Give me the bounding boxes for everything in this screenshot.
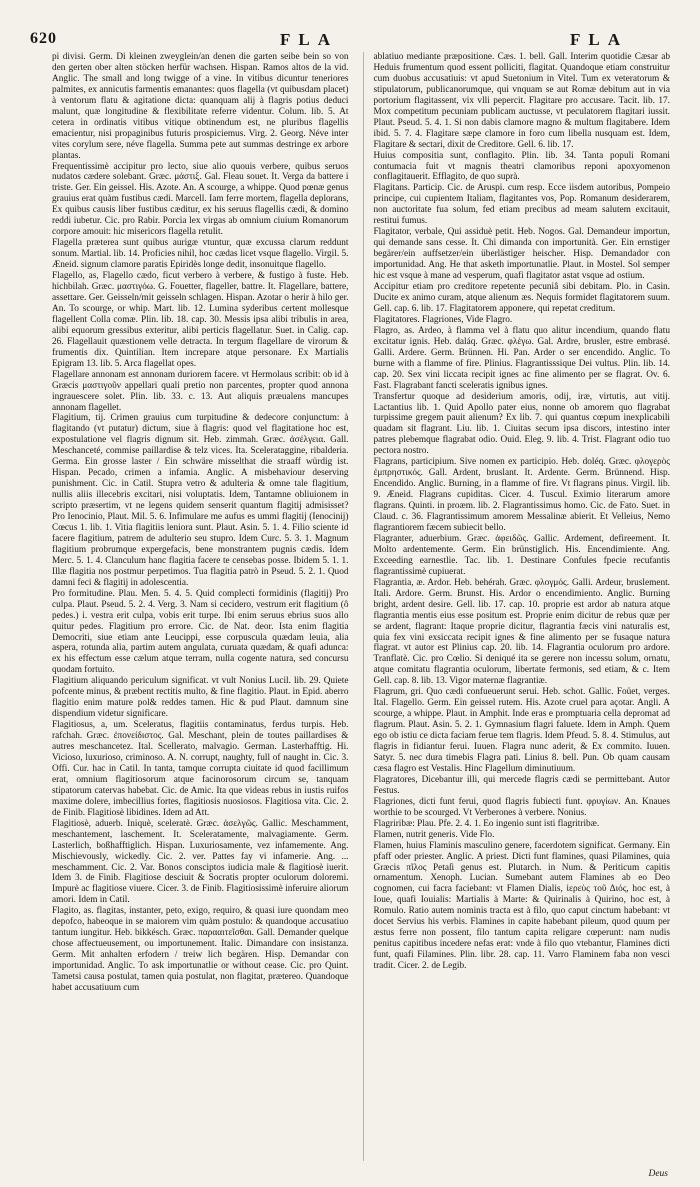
left-entry: Flagitium aliquando periculum significat. vt vult Nonius Lucil. lib. 29. Quiete pofcente minus, & præbent rectitis multo, & fine flagitio. Plaut. in Epid. aberro flagitio enim mature pol& reddes tamen. Hic & pud Plaut. damnum sine dispendium videtur significare. bbox=[52, 676, 349, 720]
left-entry: Flagitiosè, aduerb. Iniquè, sceleratè. Græc. ἀσελγῶς. Gallic. Meschamment, meschantement, laschement. It. Sceleratamente, malvagiamente. Germ. Lasterlich, boßhafftiglich. Hispan. Luxuriosamente, vez infamemente. Ang. Mischievously, wickedly. Cic. 2. ver. Pattes fay vi infamerie. Ang. ... meschamment. Cic. 2. Var. Bonos consciptos iudicia male & flagitiosè iuerit. Idem 3. de Finib. Flagitiose desciuit & Socratis propter oculorum doloremi. Impurè ac flagitiose viuere. Cicer. 3. de Finib. Flagitiosissimè inferuire aliorum amori. Idem in Catil. bbox=[52, 818, 349, 906]
right-entry: Accipitur etiam pro creditore repetente pecuniâ sibi debitam. Plo. in Casin. Ducite ex animo curam, atque alienum æs. Nequis formidet flagitatorem suum. Gell. cap. 6. lib. 17. Flagitatorem apponere, qui repetat creditum. bbox=[373, 282, 670, 314]
right-entry: Huius compositia sunt, conflagito. Plin. lib. 34. Tanta populi Romani contumacia fuit vt magnis theatri clamoribus reponi apoxyomenon conflagitauerit. Efflagito, de quo suprà. bbox=[373, 150, 670, 183]
left-entry: Pro formitudine. Plau. Men. 5. 4. 5. Quid complecti formidinis (flagitij) Pro culpa. Plaut. Pseud. 5. 2. 4. Verg. 3. Nam si cecidero, vestrum erit flagitium (ô pedes.) i. vestra erit culpa, vobis erit turpe. Ibi enim seruus ebrius suos allo quitur pedes. Flagitium pro errore. Cic. de Nat. deor. Ista enim flagitia Democriti, siue etiam ante Leucippi, esse corpuscula quædam leuia, alia aspera, rotunda alia, partim autem angulata, curuata quædam, & quafi adunca: ex his effectum esse cælum atque terram, nulla cogente natura, sed concursu quodam fortuito. bbox=[52, 588, 349, 676]
right-entry: Flagrans, participium. Sive nomen ex participio. Heb. doléq. Græc. φλογερὸς ἐμπρηστικός. Gall. Ardent, bruslant. It. Ardente. Germ. Brünnend. Hisp. Encendido. Anglic. Burning, in a flamme of fire. Vt flagrans pinus. Virgil. lib. 9. Æneid. Flagrans cupiditas. Cicer. 4. Tuscul. Eximio literarum amore flagrans. Quinti. in proæm. lib. 2. Flagrantissimus homo. Cic. de Fato. Suet. in Claud. c. 36. Flagrantissimum amorem Messalinæ abierit. Et Velleius, Nemo flagrantiorem fæcem subiecit bello. bbox=[373, 457, 670, 533]
right-entry: Flagranter, aduerbium. Græc. ἀφειδῶς. Gallic. Ardement, defireement. It. Molto ardentemente. Germ. Ein brünstiglich. His. Encendimiente. Ang. Exceeding earnestlie. Tac. lib. 1. Destinare Confules fpecie recufantis flagrantissimè cupiuerat. bbox=[373, 533, 670, 577]
right-entry: Flagitatores. Flagriones, Vide Flagro. bbox=[373, 314, 513, 325]
left-entry: Flagellare annonam est annonam duriorem facere. vt Hermolaus scribit: ob id à Græcis μαστιγοῦν appellari quali pretio non parcentes, propter quod annona ingrauescere solet. Plin. lib. 33. c. 13. Aut aliquis præualens mancupes annonam flagellet. bbox=[52, 369, 349, 413]
right-entry: Flamen, nutrit generis. Vide Flo. bbox=[373, 829, 495, 840]
page-number: 620 bbox=[30, 30, 57, 47]
page-header bbox=[30, 30, 678, 54]
right-entry: Flagitans. Particip. Cic. de Aruspi. cum resp. Ecce iisdem autoribus, Pompeio principe, cui cupientem Italiam, flagitantes vos, Pop. Romanum desiderarem, non auctoritate fua solum, fed etiam precibus ad meam salutem excitauit, restitui fumus. bbox=[373, 183, 670, 227]
running-head-left: FLA bbox=[280, 30, 338, 49]
catchword: Deus bbox=[648, 1169, 668, 1179]
right-entry: Flagro, as. Ardeo, à flamma vel à flatu quo alitur incendium, quando flatu excitatur ignis. Heb. daláq. Græc. φλέγω. Gal. Ardre, brusler, estre embrasé. Galli. Ardere. Germ. Brünnen. Hi. Pan. Arder o ser encendido. Anglic. To burne with a flamme of fire. Plinius. Flagrantisssique Dei vultus. Plin. lib. 14. cap. 20. Sex vini liccata recipit ignes ac fine alimento per se flagrat. Ov. 6. Fast. Flagrabant fancti sceleratis ignibus ignes. bbox=[373, 325, 670, 391]
left-entry: Flagella præterea sunt quibus aurigæ vtuntur, quæ excussa clarum reddunt sonum. Martial. lib. 14. Proficies nihil, hoc cædas licet vsque flagello. Virgil. 5. Æneid. signum clamore paratis Epiridès longe dedit, insonuitque flagello. bbox=[52, 238, 349, 271]
right-entry: ablatiuo mediante præpositione. Cæs. 1. bell. Gall. Interim quotidie Cæsar ab Heduis frumentum quod essent polliciti, flagitat. Quandoque etiam construitur cum duobus accusatiuis: vt apud Suetonium in Vitel. Tum ex veteratorum & stipulatorum, publicanorumque, qui vnquam se aut Romæ debitum aut in via portorium flagitassent, vix vlli pepercit. Flagitare pro accusare. Tacit. lib. 17. Mox competitum pecuniam publicam auctusse, vt peculatorem flagitari iussit. Plaut. Pseud. 5. 4. 1. Si non dabis clamore magno & multum flagitabere. Idem ibid. 5. 7. 4. Flagitare sæpe clamore in foro cum libella nusquam est. Idem, Flagitare & sectari, dixit de Creditore. Gell. 6. lib. 17. bbox=[373, 52, 670, 150]
text-columns bbox=[52, 52, 670, 1161]
left-entry: Frequentissimè accipitur pro lecto, siue alio quouis verbere, quibus seruos nudatos cædere solebant. Græc. μάστιξ. Gal. Fleau souet. It. Verga da battere i triste. Ger. Ein geissel. His. Azote. An. A scourge, a whippe. Quod pœnæ genus grauius erat quàm fustibus cædi. Marcell. Iam ferre mortem, flagella deplorans, Ex quibus causis liber fustibus cæditur, ex his seruus flagellis cædi, & domino reddi iubetur. Cic. pro Rabir. Porcia lex virgas ab omnium ciuium Romanorum corpore amouit: hic misericors flagella retulit. bbox=[52, 161, 349, 238]
right-entry: Flagriones, dicti funt ferui, quod flagris fubiecti funt. φρυγίων. An. Knaues worthie to be scourged. Vt Verberones à verbere. Nonius. bbox=[373, 796, 670, 818]
running-head-right: FLA bbox=[570, 30, 628, 49]
right-entry: Flagitator, verbale, Qui assiduè petit. Heb. Nogos. Gal. Demandeur importun, qui demande sans cesse. It. Chi dimanda con importunità. Ger. Ein ernstiger begärer/ein auffsetzer/ein überlästiger heischer. Hisp. Demandador con importunidad. Ang. He that asketh importunatlie. Plaut. in Mostel. Sol semper hic est vsque à mane ad vesperum, quafi flagitator astat vsque ad ostium. bbox=[373, 227, 670, 282]
left-column bbox=[52, 52, 349, 1161]
left-entry: Flagitiosus, a, um. Sceleratus, flagitiis contaminatus, ferdus turpis. Heb. rafchah. Græc. ἐπονείδιστος. Gal. Meschant, plein de toutes paillardises & autres meschancetez. Ital. Scellerato, malvagio. German. Lasterhafftig. Hi. Vicioso, luxurioso, criminoso. A. N. corrupt, naughty, full of naught in. Cic. 3. Offi. Cur. hac in Catil. In tanta, tamque corrupta ciuitate id quod facillimum erat, omnium flagitiosorum atque facinorosorum circum se, tanquam stipatorum catervas habebat. Cic. de Amic. Ita que videas rebus in iustis ruifos maxime dolere, imbecillius fortes, flagitiosis nuosiosos. Flagitiosa vita. Cic. 2. de Finib. Flagitiosè libidines. Idem ad Att. bbox=[52, 720, 349, 818]
right-column bbox=[363, 52, 671, 1161]
left-entry: pi divisi. Germ. Di kleinen zweyglein/an denen die garten seibe bein so von den gerten ober alten stöcken herfür wachsen. Hispan. Ramos altos de la vid. Anglic. The small and long twigge of a vine. In vitibus dicuntur teneriores palmites, ex annicutis farmentis emanantes: quos flagella (vt quibusdam placet) à ventorum flatu & agitatione dicta: quanquam alij à flagris potius deduci malunt, quæ longitudine & flexibilitate referre videntur. Colum. lib. 5. At cetera in ordinatis vitibus vitique obtinendum est, ne pluribus flagellis emacientur, nisi propaginibus futuris prospiciemus. Virg. 2. Georg. Néve inter vites corylum sere, néve flagella. Summa pete aut summas destringe ex arbore plantas. bbox=[52, 52, 349, 161]
right-entry: Flagrantia, æ. Ardor. Heb. behérah. Græc. φλογμός. Galli. Ardeur, bruslement. Itali. Ardore. Germ. Brunst. His. Ardor o encendimiento. Anglic. Burning bright, ardent desire. Gell. lib. 17. cap. 10. proprie est ardor ab natura atque flagrantia mentis eius esse positum est. Proprie enim dicitur de rebus quæ per se ardent, flagrant: Itaque proprie dicitur, flagrantia fæcis vini naturalis est, quia fex vini exsiccata recipit ignes & fine alimento per se fusaque natura flagrat. vt autor est Plinius cap. 20. lib. 14. Flagrantia oculorum pro ardore. Tranflatè. Cic. pro Cœlio. Si deniqué ita se gerere non incessu solum, ornatu, atque comitatu flagrantia oculorum, libertate fermonis, sed etiam, & c. Item Gell. cap. 8. lib. 13. Vigor maternæ flagrantiæ. bbox=[373, 577, 670, 687]
right-entry: Flagrum, gri. Quo cædi confueuerunt serui. Heb. schot. Gallic. Foüet, verges. Ital. Flagello. Germ. Ein geissel rutem. His. Azote cruel para açotar. Angli. A scourge, a whippe. Plaut. in Amphit. Inde eras e promptuaria cella depromat ad flagrum. Plaut. Asin. 5. 2. 1. Gymnasium flagri faluete. Idem in Amph. Quem ego ob istiu ce dicta faciam ferue tem flagris. Idem Pfeud. 5. 8. 4. Stimulus, aut flagris in fidiantur ferui. Iuuen. Flagra nunc aderit, & Ex commito. Iuuen. Satyr. 5. nec dura timebis Flagra pati. Linius 8. bell. Pun. Ob quam causam cæsa flagro est Vestalis. Hinc Flagellum diminutiuum. bbox=[373, 687, 670, 774]
right-entry: Flagratores, Dicebantur illi, qui mercede flagris cædi se permittebant. Autor Festus. bbox=[373, 774, 670, 796]
left-entry: Flagello, as, Flagello cædo, ficut verbero à verbere, & fustigo à fuste. Heb. hichbilah. Græc. μαστιγόω. G. Fouetter, flageller, battre. It. Flagellare, battere, assettare. Ger. Geisseln/mit geisseln schlagen. Hispan. Azotar o herir à hilo ger. An. To scourge, or whip. Mart. lib. 12. Lumina syderibus certent mollesque flagellent Colla comæ. Plin. lib. 18. cap. 30. Messis ipsa alibi tribulis in area, alibi equorum gressibus exteritur, alibi perticis flagellatur. Suet. in Calig. cap. 26. Flagellauit quæstionem velle detracta. In tergum flagellare de virorum & frumentis dix. Quintilian. Item increpare atque personare. Ex Martialis Epigram 13. lib. 5. Arca flagellat opes. bbox=[52, 271, 349, 369]
right-entry: Flagriribæ: Plau. Pfe. 2. 4. 1. Eo ingenio sunt isti flagritribæ. bbox=[373, 818, 600, 829]
right-entry: Transfertur quoque ad desiderium amoris, odij, iræ, virtutis, aut vitij. Lactantius lib. 1. Quid Apollo pater eius, nonne ob amorem quo flagrabat turpissime gregem pauit alienum? Ex lib. 7. qui quantus cœpum inexplicabili quadam sit flagrant. Liu. lib. 1. Ciuitas secum ipsa discors, intestino inter patres plebemque flagrabat odio. Ouid. Eleg. 9. lib. 4. Trist. Flagrant odio tuo pectora nostro. bbox=[373, 391, 670, 457]
right-entry: Flamen, huius Flaminis masculino genere, facerdotem significat. Germany. Ein pfaff oder priester. Anglic. A priest. Dicti funt flamines, quasi Pilamines, quia Græcis πῖλος Petaſi genus est. Plutarch. in Num. & Periticum capitis ornamentum. Xenoph. Lucian. Sumebant autem Flamines ab eo Deo cognomen, cui facra faciebant: vt Flamen Dialis, ἱερεὺς τοῦ Διός, hoc est, à Ioue, quafi Iouialis: Martialis à Marte: & Quirinalis à Quirino, hoc est, à Romulo. Ratio autem nominis tracta est à filo, quo caput cinctum habebant: vt docet Servius his verbis. Flamines in capite habebant pileum, quod quum per æstus ferre non possent, filo tantum capita religare cœperunt: nam nudis penitus capitibus incedere nefas erat: vnde à filo quo vtebantur, Flamines dicti funt, quafi Filamines. Plin. libr. 28. cap. 11. Varro Flaminem faba non vesci tradit. Cicer. 2. de Legib. bbox=[373, 840, 670, 972]
left-entry: Flagito, as. flagitas, instanter, peto, exigo, requiro, & quasi iure quondam meo depofco, habeoque in se maiorem vim quàm postulo: & quandoque accusatiuo tantum iungitur. Heb. bikkésch. Græc. παρααιτεῖσθαι. Gall. Demander quelque chose affectueusement, ou importunement. Italic. Dimandare con insistanza. Germ. Mit anhalten erfodern / treiw lich begären. Hisp. Demandar con importunidad. Anglic. To ask importunatlie or without cease. Cic. pro Quint. Tametsi causa postulat, tamen quia postulat, non flagitat, prætereo. Quandoque habet accusatiuum cum bbox=[52, 906, 349, 994]
left-entry: Flagitium, tij. Crimen grauius cum turpitudine & dedecore conjunctum: à flagitando (vt putatur) dictum, siue à flagris: quod vel flagitatione hoc est, expostulatione vel flagris dignum sit. Heb. zimmah. Græc. ἀσέλγεια. Gall. Meschanceté, commise paillardise & telz vices. Ita. Scelerataggine, ribalderia. Germa. Ein grosse laster / Ein schwäre misselthat die straaff würdig ist. Hispan. Pecado, crimen a infamia. Anglic. A misbehaviour deserving punishment. Cic. in Catil. Stupra vetro & adulteria & omne tale flagitium, nullis aliis illecebris excitari, nisi voluptatis. Idem, Tantamne obliuionem in scripto præsertim, vt ne legens quidem senserit quantum flagitij admisisset? Pro Ienocinio, Plaut. Mil. 5. 6. Infimulare me aufus es ummi flagitij (Ienocinij) Cœcus 1. lib. 1. Vitia flagitiis leniora sunt. Plaut. Asin. 5. 1. 4. Filio sciente id facere flagitium, patrem de adulterio seu stupro. Idem Curc. 5. 3. 1. Magnum flagitium probrumque expergefacis, bene monstrantem pugnis cædis. Idem Merc. 5. 1. 4. Clanculum hanc flagitia facere te censebas posse. Ibidem 5. 1. 1. Illæ flagitia nos postmur perpetimos. Tua flagitia patrò in Pseud. 5. 2. 1. Quod damni feci & flagitij in adolescentia. bbox=[52, 413, 349, 588]
